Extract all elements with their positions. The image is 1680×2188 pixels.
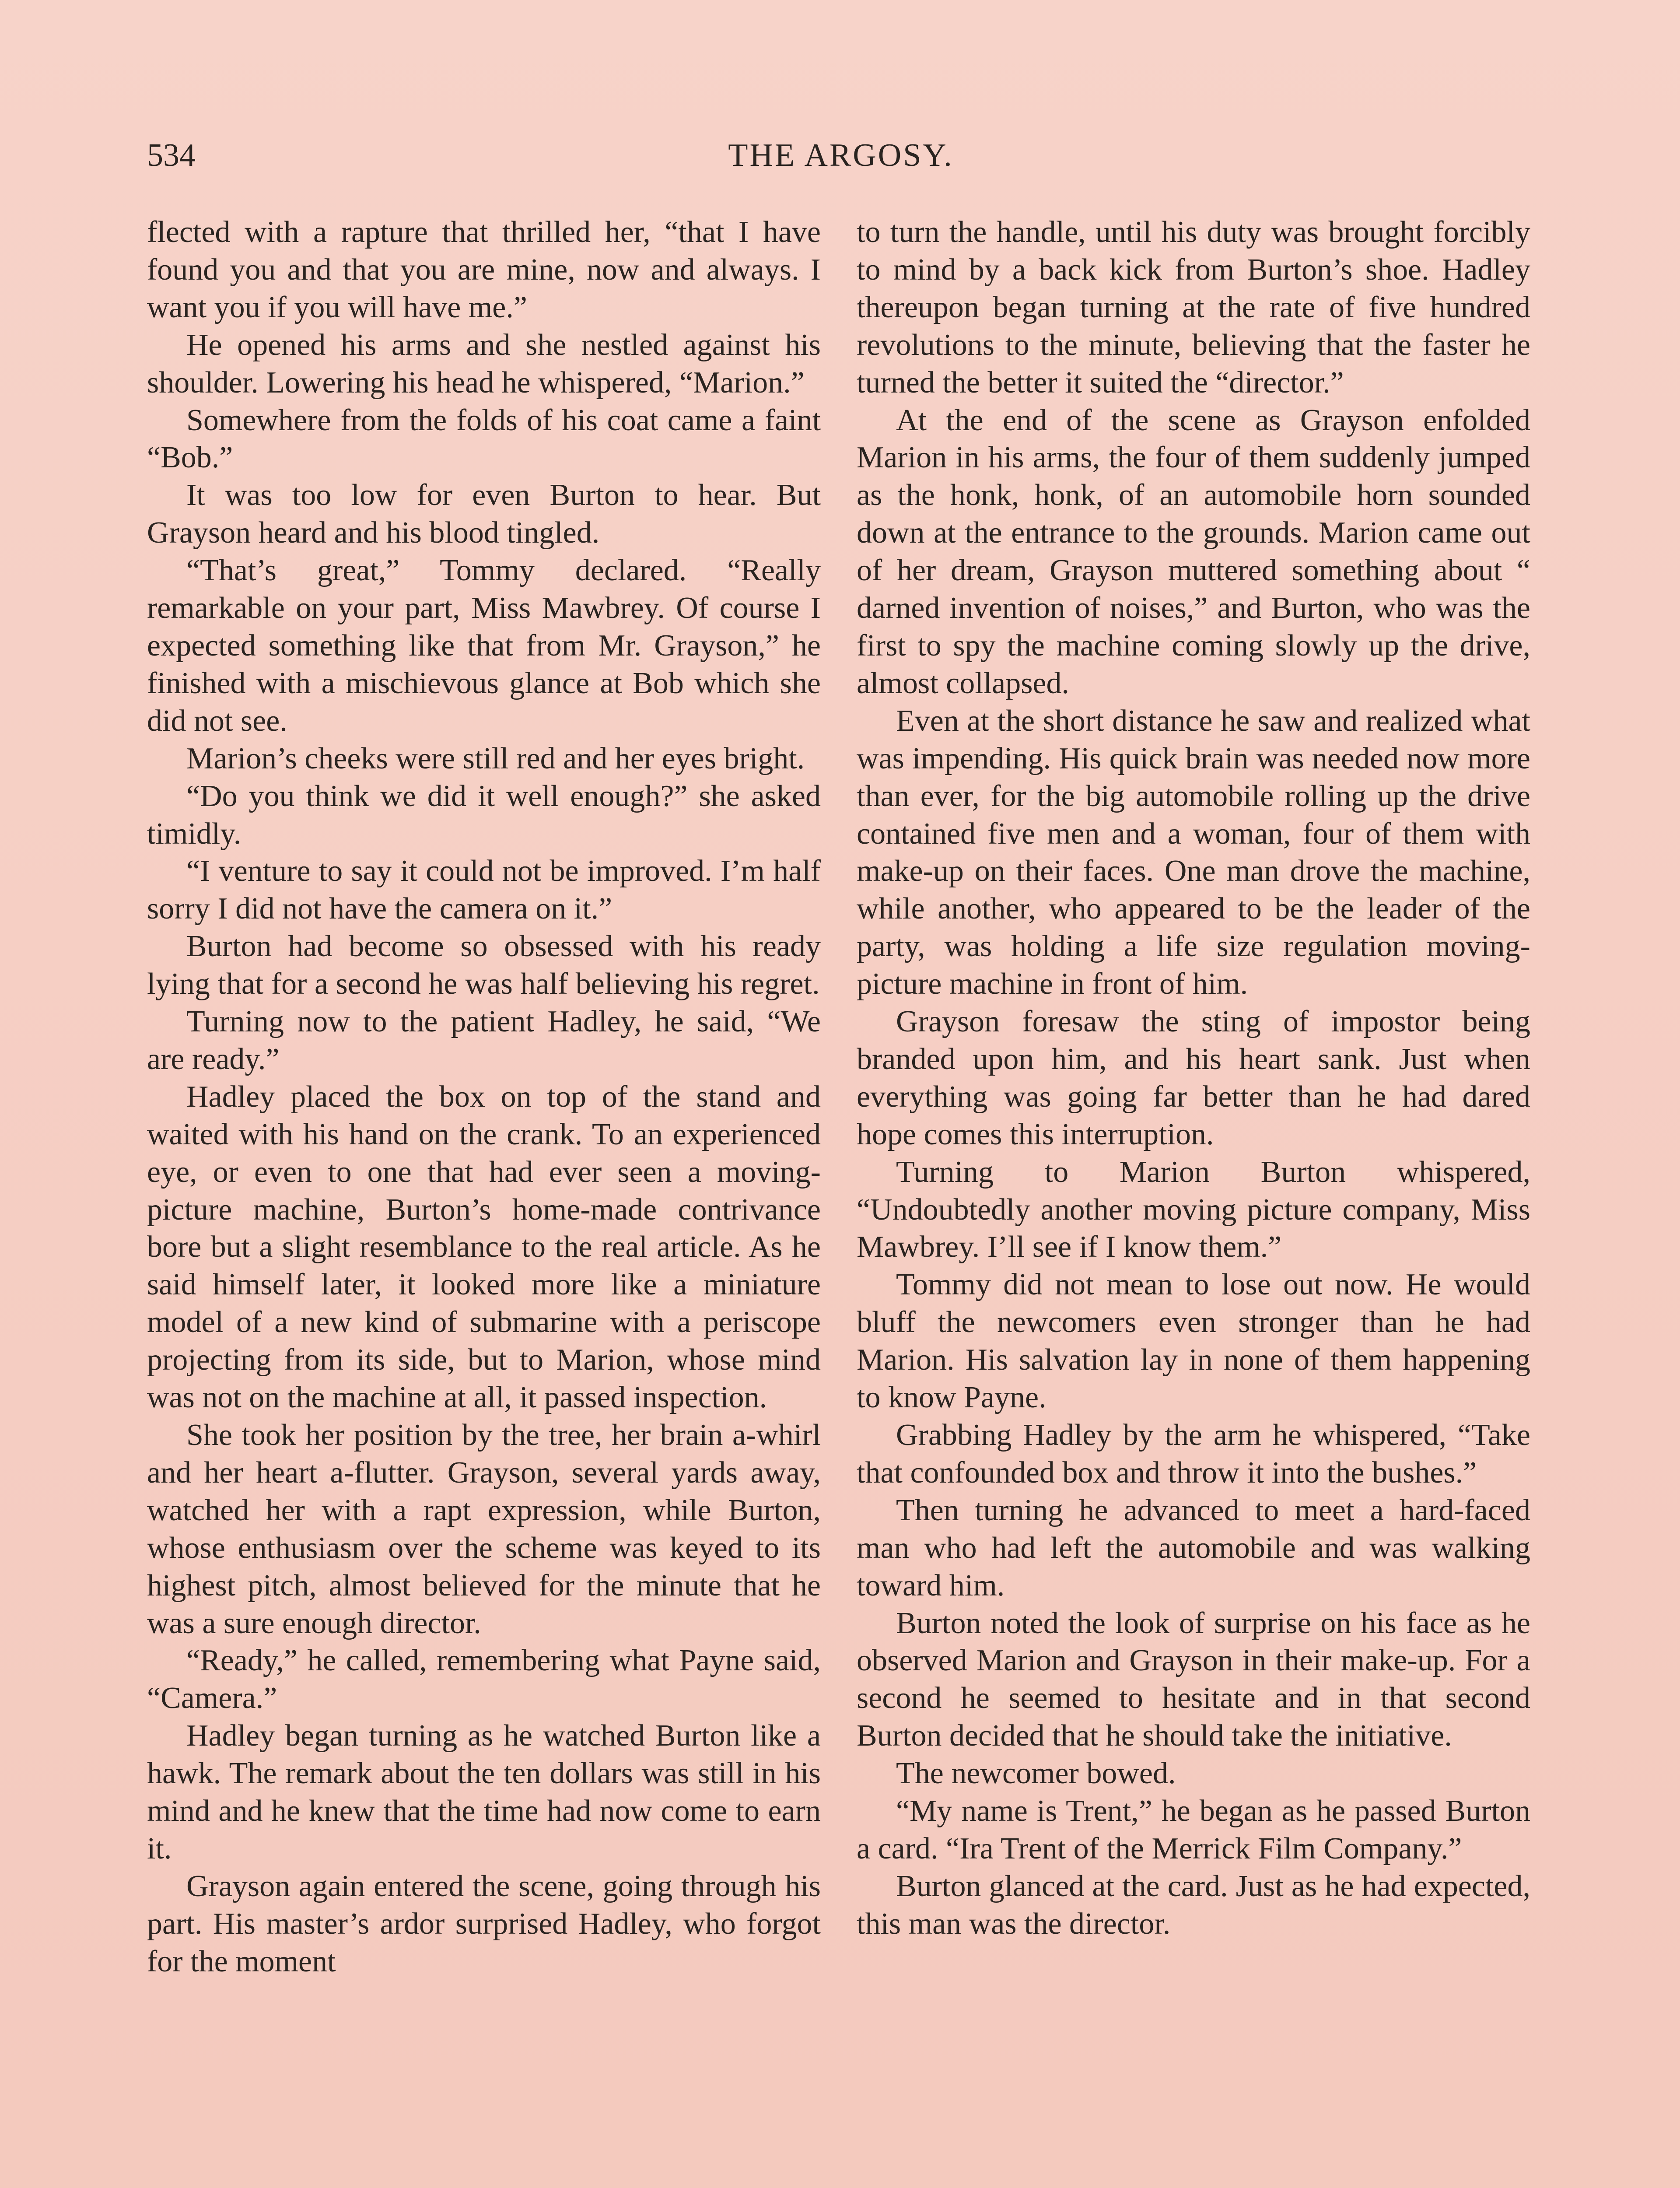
paragraph: Then turning he advanced to meet a hard-faced man who had left the automobile and was walking toward him.: [857, 1493, 1530, 1602]
paragraph: Burton noted the look of surprise on his face as he observed Marion and Grayson in their make-up. For a second he seemed to hesitate and in that second Burton decided that he should take the initiative.: [857, 1606, 1530, 1753]
paragraph: Grabbing Hadley by the arm he whispered, “Take that confounded box and throw it into the bushes.”: [857, 1418, 1530, 1490]
paragraph: Burton glanced at the card. Just as he had expected, this man was the director.: [857, 1869, 1530, 1941]
paragraph: Marion’s cheeks were still red and her eyes bright.: [186, 741, 805, 775]
paragraph: “Ready,” he called, remembering what Payne said, “Camera.”: [147, 1644, 821, 1715]
page-header: [147, 131, 1535, 179]
paragraph: He opened his arms and she nestled against his shoulder. Lowering his head he whispered, “Marion.”: [147, 328, 821, 400]
paragraph: Hadley began turning as he watched Burton like a hawk. The remark about the ten dollars was still in his mind and he knew that the time had now come to earn it.: [147, 1719, 821, 1865]
paragraph: “I venture to say it could not be improved. I’m half sorry I did not have the camera on it.”: [147, 854, 821, 926]
paragraph: “Do you think we did it well enough?” she asked timidly.: [147, 779, 821, 851]
paragraph: Hadley placed the box on top of the stand and waited with his hand on the crank. To an experienced eye, or even to one that had ever seen a moving-picture machine, Burton’s home-made contrivance bore but a slight resemblance to the real article. As he said himself later, it looked more like a miniature model of a new kind of submarine with a periscope projecting from its side, but to Marion, whose mind was not on the machine at all, it passed inspection.: [147, 1080, 821, 1415]
paragraph: The newcomer bowed.: [896, 1757, 1176, 1791]
paragraph: Turning to Marion Burton whispered, “Undoubtedly another moving picture company, Miss Mawbrey. I’ll see if I know them.”: [857, 1155, 1530, 1264]
running-title: THE ARGOSY.: [728, 137, 954, 173]
paragraph: At the end of the scene as Grayson enfolded Marion in his arms, the four of them suddenly jumped as the honk, honk, of an automobile horn sounded down at the entrance to the grounds. Marion came out of her dream, Grayson muttered something about “ darned invention of noises,” and Burton, who was the first to spy the machine coming slowly up the drive, almost collapsed.: [857, 403, 1530, 700]
paragraph: Burton had become so obsessed with his ready lying that for a second he was half believing his regret.: [147, 929, 821, 1001]
paragraph: “That’s great,” Tommy declared. “Really remarkable on your part, Miss Mawbrey. Of course I expected something like that from Mr. Grayson,” he finished with a mischievous glance at Bob which she did not see.: [147, 554, 821, 738]
page-number: 534: [147, 137, 196, 173]
paragraph: Somewhere from the folds of his coat came a faint “Bob.”: [147, 403, 821, 475]
paragraph: Grayson foresaw the sting of impostor being branded upon him, and his heart sank. Just when everything was going far better than he had dared hope comes this interruption.: [857, 1005, 1530, 1151]
paragraph: It was too low for even Burton to hear. But Grayson heard and his blood tingled.: [147, 478, 821, 550]
left-column: [147, 214, 821, 1981]
paragraph: She took her position by the tree, her brain a-whirl and her heart a-flutter. Grayson, several yards away, watched her with a rapt expression, while Burton, whose enthusiasm over the scheme was keyed to its highest pitch, almost believed for the minute that he was a sure enough director.: [147, 1418, 821, 1640]
paragraph: “My name is Trent,” he began as he passed Burton a card. “Ira Trent of the Merrick Film Company.”: [857, 1794, 1530, 1865]
right-column: [857, 214, 1530, 1943]
paragraph: Turning now to the patient Hadley, he said, “We are ready.”: [147, 1005, 821, 1076]
paragraph: Grayson again entered the scene, going through his part. His master’s ardor surprised Hadley, who forgot for the moment: [147, 1869, 821, 1978]
paragraph: to turn the handle, until his duty was brought forcibly to mind by a back kick from Burton’s shoe. Hadley thereupon began turning at the rate of five hundred revolutions to the minute, believing that the faster he turned the better it suited the “director.”: [857, 215, 1530, 400]
paragraph: flected with a rapture that thrilled her, “that I have found you and that you are mine, now and always. I want you if you will have me.”: [147, 215, 821, 324]
paragraph: Even at the short distance he saw and realized what was impending. His quick brain was needed now more than ever, for the big automobile rolling up the drive contained five men and a woman, four of them with make-up on their faces. One man drove the machine, while another, who appeared to be the leader of the party, was holding a life size regulation moving-picture machine in front of him.: [857, 704, 1530, 1001]
paragraph: Tommy did not mean to lose out now. He would bluff the newcomers even stronger than he had Marion. His salvation lay in none of them happening to know Payne.: [857, 1268, 1530, 1415]
